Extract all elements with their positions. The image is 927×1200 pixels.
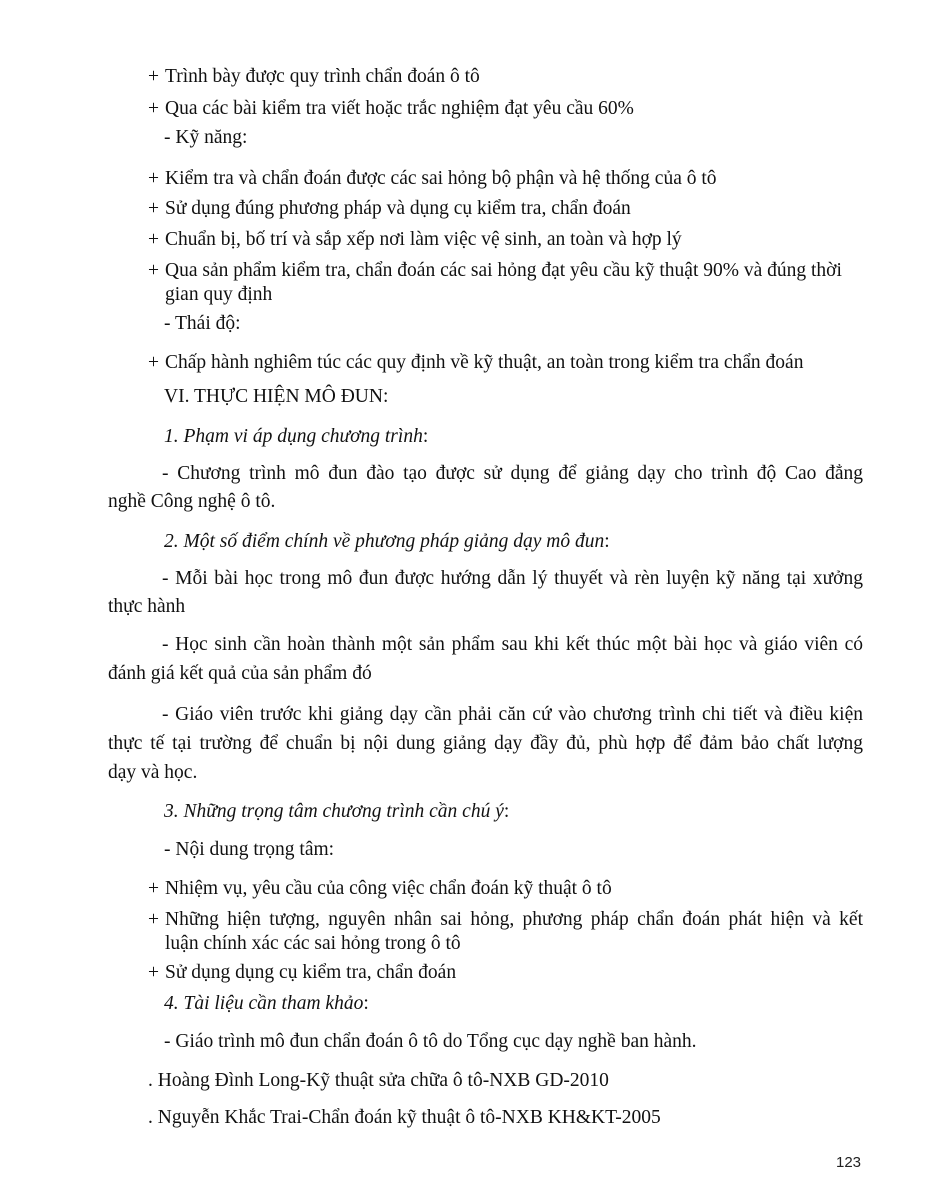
subsection-3-title: 3. Những trọng tâm chương trình cần chú ý: (164, 801, 510, 822)
focus-item-2-line-1: Những hiện tượng, nguyên nhân sai hỏng, phương pháp chẩn đoán phát hiện và kết (165, 909, 863, 930)
reference-2: . Hoàng Đình Long-Kỹ thuật sửa chữa ô tô-NXB GD-2010 (148, 1070, 609, 1091)
focus-item-1-text: Nhiệm vụ, yêu cầu của công việc chẩn đoán kỹ thuật ô tô (165, 878, 612, 899)
reference-3: . Nguyễn Khắc Trai-Chẩn đoán kỹ thuật ô tô-NXB KH&KT-2005 (148, 1107, 661, 1128)
skills-item-2 (148, 196, 631, 222)
plus-bullet: + (148, 260, 159, 281)
knowledge-item-2 (148, 96, 634, 122)
plus-bullet: + (148, 198, 159, 219)
focus-item-2-line-2: luận chính xác các sai hỏng trong ô tô (165, 933, 461, 954)
subsection-2-para-3-line-3: dạy và học. (108, 762, 198, 783)
subsection-2-para-1-line-2: thực hành (108, 596, 186, 617)
subsection-2-para-1-line-1: - Mỗi bài học trong mô đun được hướng dẫn lý thuyết và rèn luyện kỹ năng tại xưởng (162, 568, 863, 589)
plus-bullet: + (148, 229, 159, 250)
skills-item-3-text: Chuẩn bị, bố trí và sắp xếp nơi làm việc vệ sinh, an toàn và hợp lý (165, 229, 682, 250)
skills-heading: - Kỹ năng: (164, 127, 248, 148)
attitude-heading: - Thái độ: (164, 313, 241, 334)
plus-bullet: + (148, 909, 159, 930)
knowledge-item-1-text: Trình bày được quy trình chẩn đoán ô tô (165, 66, 480, 87)
section-title: VI. THỰC HIỆN MÔ ĐUN: (164, 386, 389, 407)
knowledge-item-2-text: Qua các bài kiểm tra viết hoặc trắc nghiệm đạt yêu cầu 60% (165, 98, 634, 119)
skills-item-1-text: Kiểm tra và chẩn đoán được các sai hỏng bộ phận và hệ thống của ô tô (165, 168, 717, 189)
plus-bullet: + (148, 66, 159, 87)
subsection-1-para-line-2: nghề Công nghệ ô tô. (108, 491, 276, 512)
focus-item-3-text: Sử dụng dụng cụ kiểm tra, chẩn đoán (165, 962, 457, 983)
subsection-2-para-2-line-2: đánh giá kết quả của sản phẩm đó (108, 663, 372, 684)
subsection-1-title: 1. Phạm vi áp dụng chương trình: (164, 426, 429, 447)
attitude-item-text: Chấp hành nghiêm túc các quy định về kỹ thuật, an toàn trong kiểm tra chẩn đoán (165, 352, 804, 373)
subsection-1-para-line-1: - Chương trình mô đun đào tạo được sử dụng để giảng dạy cho trình độ Cao đẳng (162, 463, 863, 484)
page-number: 123 (836, 1154, 862, 1171)
skills-item-4-line-1: Qua sản phẩm kiểm tra, chẩn đoán các sai hỏng đạt yêu cầu kỹ thuật 90% và đúng thời (165, 260, 842, 281)
subsection-4-title: 4. Tài liệu cần tham khảo: (164, 993, 369, 1014)
subsection-2-title: 2. Một số điểm chính về phương pháp giảng dạy mô đun: (164, 531, 610, 552)
attitude-item (148, 350, 803, 376)
plus-bullet: + (148, 878, 159, 899)
plus-bullet: + (148, 962, 159, 983)
skills-item-3 (148, 227, 682, 253)
subsection-2-para-2-line-1: - Học sinh cần hoàn thành một sản phẩm sau khi kết thúc một bài học và giáo viên có (162, 634, 863, 655)
knowledge-item-1 (148, 64, 480, 90)
plus-bullet: + (148, 352, 159, 373)
reference-1: - Giáo trình mô đun chẩn đoán ô tô do Tổng cục dạy nghề ban hành. (164, 1031, 697, 1052)
skills-item-4 (148, 258, 863, 305)
subsection-3-heading: - Nội dung trọng tâm: (164, 839, 335, 860)
focus-item-1 (148, 876, 612, 902)
skills-item-2-text: Sử dụng đúng phương pháp và dụng cụ kiểm tra, chẩn đoán (165, 198, 631, 219)
skills-item-4-line-2: gian quy định (165, 284, 273, 305)
focus-item-3 (148, 960, 456, 986)
subsection-2-para-3-line-2: thực tế tại trường để chuẩn bị nội dung giảng dạy đầy đủ, phù hợp để đảm bảo chất lượng (108, 733, 863, 754)
plus-bullet: + (148, 98, 159, 119)
skills-item-1 (148, 166, 717, 192)
plus-bullet: + (148, 168, 159, 189)
subsection-2-para-3-line-1: - Giáo viên trước khi giảng dạy cần phải căn cứ vào chương trình chi tiết và điều kiện (162, 704, 863, 725)
focus-item-2 (148, 907, 863, 954)
